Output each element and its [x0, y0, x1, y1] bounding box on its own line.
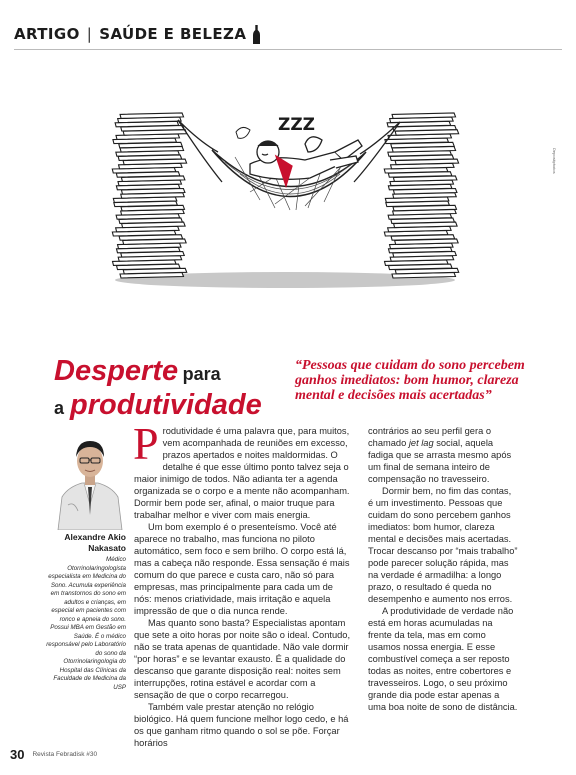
bottle-icon [253, 25, 260, 44]
article-paragraph: Também vale prestar atenção no relógio biológico. Há quem funcione melhor logo cedo, e há os que ganham ritmo quando o sol se põe. Forçar horários [134, 702, 349, 748]
article-paragraph [133, 418, 352, 521]
header-separator: | [86, 25, 93, 43]
page-number: 30 [10, 746, 25, 762]
section-label: ARTIGO [14, 25, 80, 43]
author-photo [54, 425, 126, 530]
paragraph-italic: jet lag [408, 438, 434, 448]
section-header [14, 24, 260, 44]
pull-quote: “Pessoas que cuidam do sono percebem ganhos imediatos: bom humor, clareza mental e decisões mais acertadas” [295, 358, 525, 403]
paragraph-text: rodutividade é uma palavra que, para muitos, vem acompanhada de reuniões em excesso, prazos apertados e noites maldormidas. O detalhe é que esse último ponto talvez seja o maior inimigo de todos. Não adianta ter a agenda organizada se o corpo e a mente não acompanham. Dormir bem pode ser, afinal, o maior truque para trabalhar melhor e viver com mais energia. [134, 426, 350, 520]
article-paragraph: A produtividade de verdade não está em horas acumuladas na frente da tela, mas em como usamos nossa energia. E esse combustível começa a ser reposto todas as noites, entre cobertores e travesseiros. Logo, o seu próximo grande dia pode estar apenas a uma boa noite de sono de distância. [368, 606, 518, 712]
paragraph-text: social, aquela fadiga que se arrasta mesmo após um final de semana inteiro de compensação no travesseiro. [368, 438, 512, 484]
snore-text: ZZZ [278, 115, 315, 135]
publication-name: Revista Febradisk #30 [32, 750, 98, 758]
category-label: SAÚDE E BELEZA [99, 25, 247, 43]
page-footer [10, 746, 97, 762]
author-name: Alexandre Akio Nakasato [64, 532, 126, 553]
title-word-produtividade: produtividade [70, 389, 262, 421]
article-paragraph: Um bom exemplo é o presenteísmo. Você até aparece no trabalho, mas funciona no piloto automático, sem foco e sem brilho. O corpo está lá, mas a cabeça não responde. Essa sensação é mais comum do que parece e custa caro, não só para empresas, mas principalmente para cada um de nós: menos criatividade, mais irritação e aquela impressão de que o dia nunca rende. [134, 522, 350, 616]
sleeping-man [250, 137, 362, 186]
paragraph-text: contrários ao seu perfil gera o chamado [368, 426, 491, 448]
article-paragraph: Dormir bem, no fim das contas, é um investimento. Pessoas que cuidam do sono percebem ganhos imediatos: bom humor, clareza mental e decisões mais acertadas. Trocar descanso por “mais trabalho” pode parecer solução rápida, mas na verdade é armadilha: a longo prazo, o resultado é queda no desempenho e aumento nos erros. [368, 486, 518, 604]
title-word-para: para [182, 364, 221, 384]
article-title [54, 357, 290, 423]
right-paper-stack [384, 113, 458, 278]
drop-cap: P [133, 418, 159, 469]
author-box [46, 532, 126, 692]
author-bio: Médico Otorrinolaringologista especialista em Medicina do Sono. Acumula experiência em transtornos do sono em adultos e crianças, em especial em pacientes com ronco e apneia do sono. Possui MBA em Gestão em Saúde. É o médico responsável pelo Laboratório do sono da Otorrinolaringologia do Hospital das Clínicas da Faculdade de Medicina da USP [46, 556, 126, 691]
article-paragraph: Mas quanto sono basta? Especialistas apontam que sete a oito horas por noite são o ideal. Contudo, não se trata apenas de quantidade. Não vale dormir “por horas” e se levantar exausto. É a qualidade do descanso que garante disposição real: noites sem interrupções, rotina estável e acordar com a sensação de que o corpo recarregou. [134, 618, 351, 700]
left-paper-stack [112, 113, 186, 278]
article-column-1 [133, 418, 352, 749]
title-word-a: a [54, 398, 65, 418]
title-word-desperte: Desperte [54, 355, 179, 387]
article-column-2 [368, 425, 518, 713]
photo-credit: Depositphotos [552, 148, 557, 174]
hammock-illustration [100, 82, 470, 292]
article-paragraph [368, 425, 518, 485]
header-rule [14, 49, 562, 50]
